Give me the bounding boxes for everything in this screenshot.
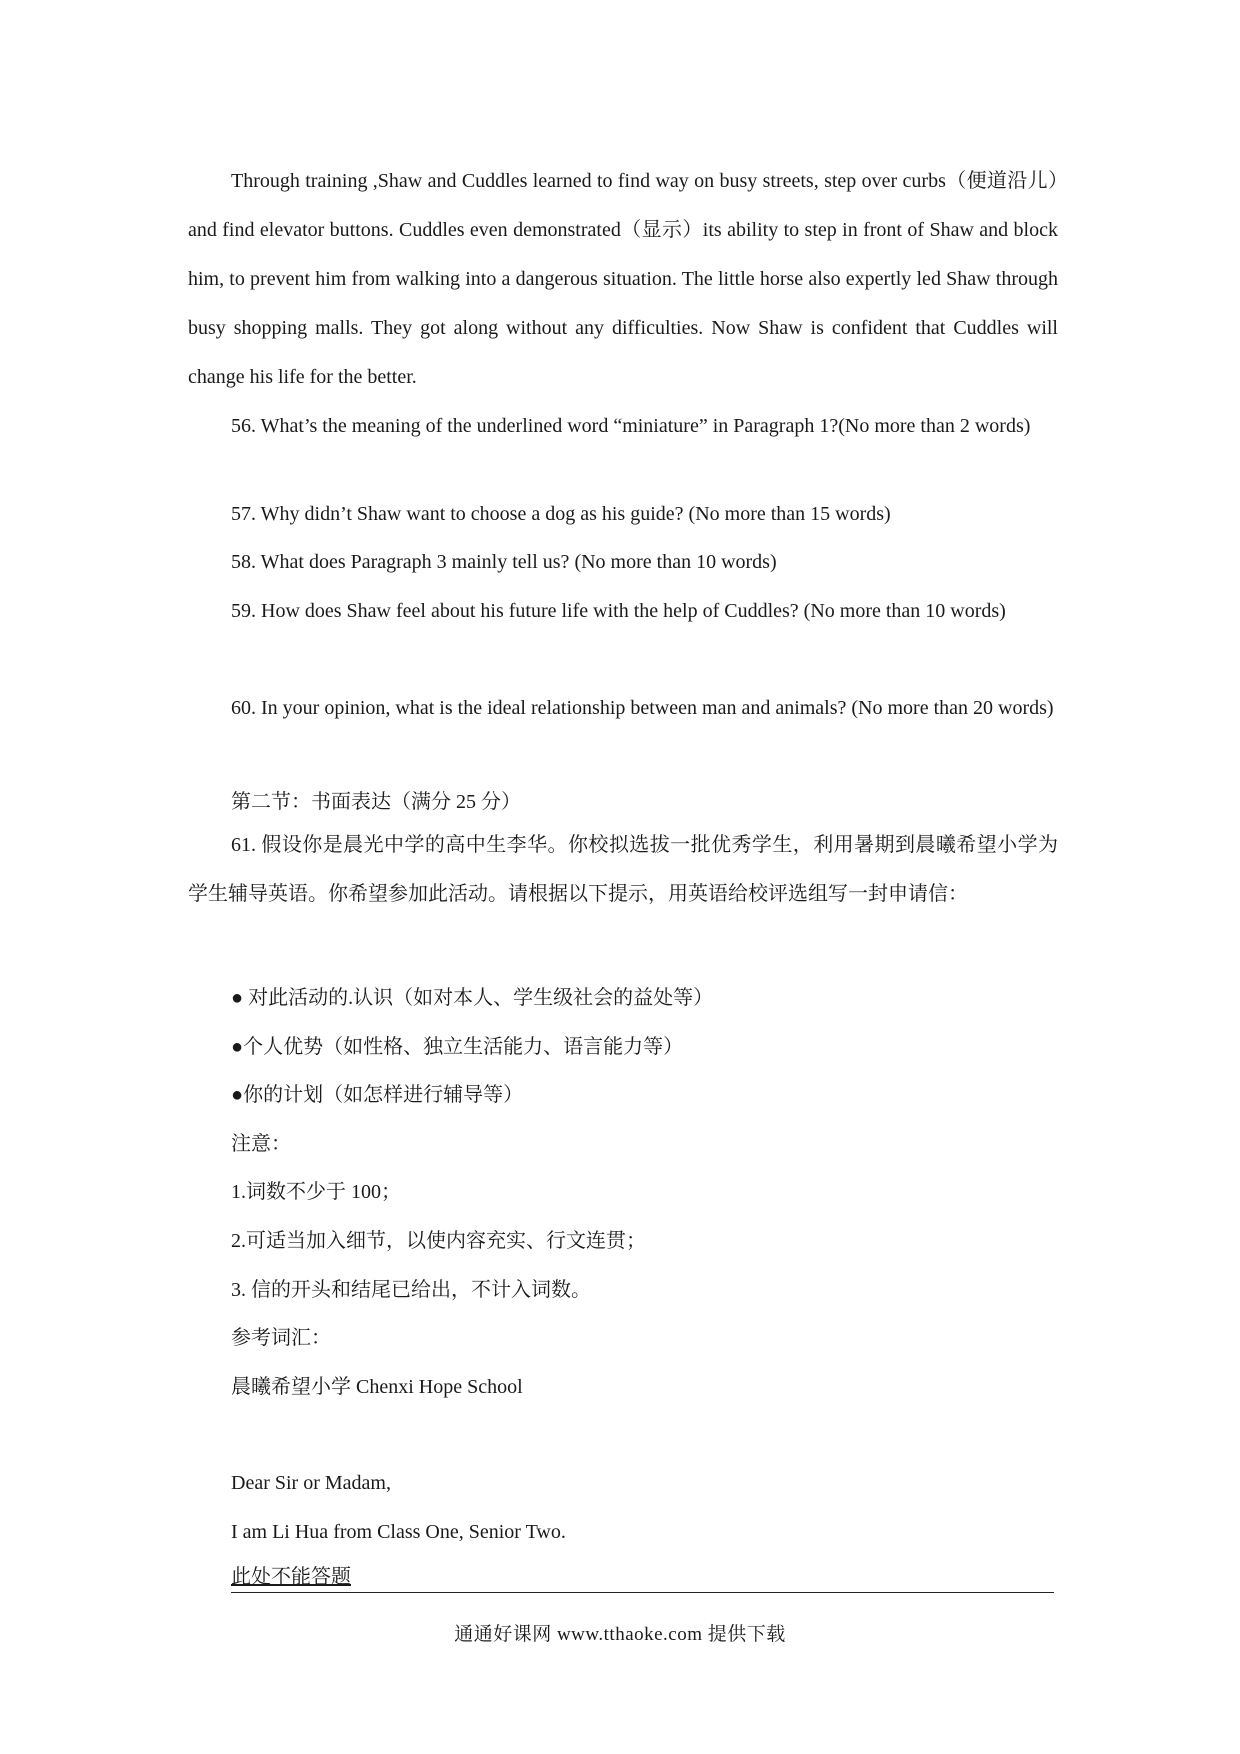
vocab-heading: 参考词汇： bbox=[231, 1327, 331, 1349]
writing-prompt: 61. 假设你是晨光中学的高中生李华。你校拟选拔一批优秀学生，利用暑期到晨曦希望小学为学生辅导英语。你希望参加此活动。请根据以下提示，用英语给校评选组写一封申请信： bbox=[188, 834, 1058, 905]
vocab-entry: 晨曦希望小学 Chenxi Hope School bbox=[231, 1376, 523, 1398]
page-footer: 通通好课网 www.tthaoke.com 提供下载 bbox=[454, 1624, 786, 1645]
section-heading: 第二节：书面表达（满分 25 分） bbox=[231, 791, 521, 813]
bullet-item: ●你的计划（如怎样进行辅导等） bbox=[231, 1084, 524, 1106]
letter-opening: I am Li Hua from Class One, Senior Two. bbox=[231, 1521, 566, 1543]
bullet-item: ● 对此活动的.认识（如对本人、学生级社会的益处等） bbox=[231, 987, 714, 1009]
note-item: 2.可适当加入细节，以使内容充实、行文连贯； bbox=[231, 1230, 646, 1252]
answer-line bbox=[231, 1562, 1054, 1593]
question-57: 57. Why didn’t Shaw want to choose a dog as his guide? (No more than 15 words) bbox=[231, 503, 891, 525]
passage-paragraph: Through training ,Shaw and Cuddles learned to find way on busy streets, step over curbs（便道沿儿）and find elevator buttons. Cuddles even demonstrated（显示）its ability to step in front of Shaw and block him, to prevent him from walking into a dangerous situation. The little horse also expertly led Shaw through busy shopping malls. They got along without any difficulties. Now Shaw is confident that Cuddles will change his life for the better. bbox=[188, 170, 1058, 388]
question-60: 60. In your opinion, what is the ideal relationship between man and animals? (No more than 20 words) bbox=[231, 697, 1054, 719]
question-56: 56. What’s the meaning of the underlined word “miniature” in Paragraph 1?(No more than 2 words) bbox=[231, 415, 1031, 437]
bullet-item: ●个人优势（如性格、独立生活能力、语言能力等） bbox=[231, 1036, 684, 1058]
question-59: 59. How does Shaw feel about his future life with the help of Cuddles? (No more than 10 words) bbox=[231, 600, 1006, 622]
note-item: 3. 信的开头和结尾已给出，不计入词数。 bbox=[231, 1279, 591, 1301]
question-58: 58. What does Paragraph 3 mainly tell us? (No more than 10 words) bbox=[231, 551, 777, 573]
no-answer-note: 此处不能答题 bbox=[231, 1566, 351, 1588]
note-item: 1.词数不少于 100； bbox=[231, 1181, 401, 1203]
notes-heading: 注意： bbox=[231, 1133, 291, 1155]
letter-salutation: Dear Sir or Madam, bbox=[231, 1472, 391, 1494]
